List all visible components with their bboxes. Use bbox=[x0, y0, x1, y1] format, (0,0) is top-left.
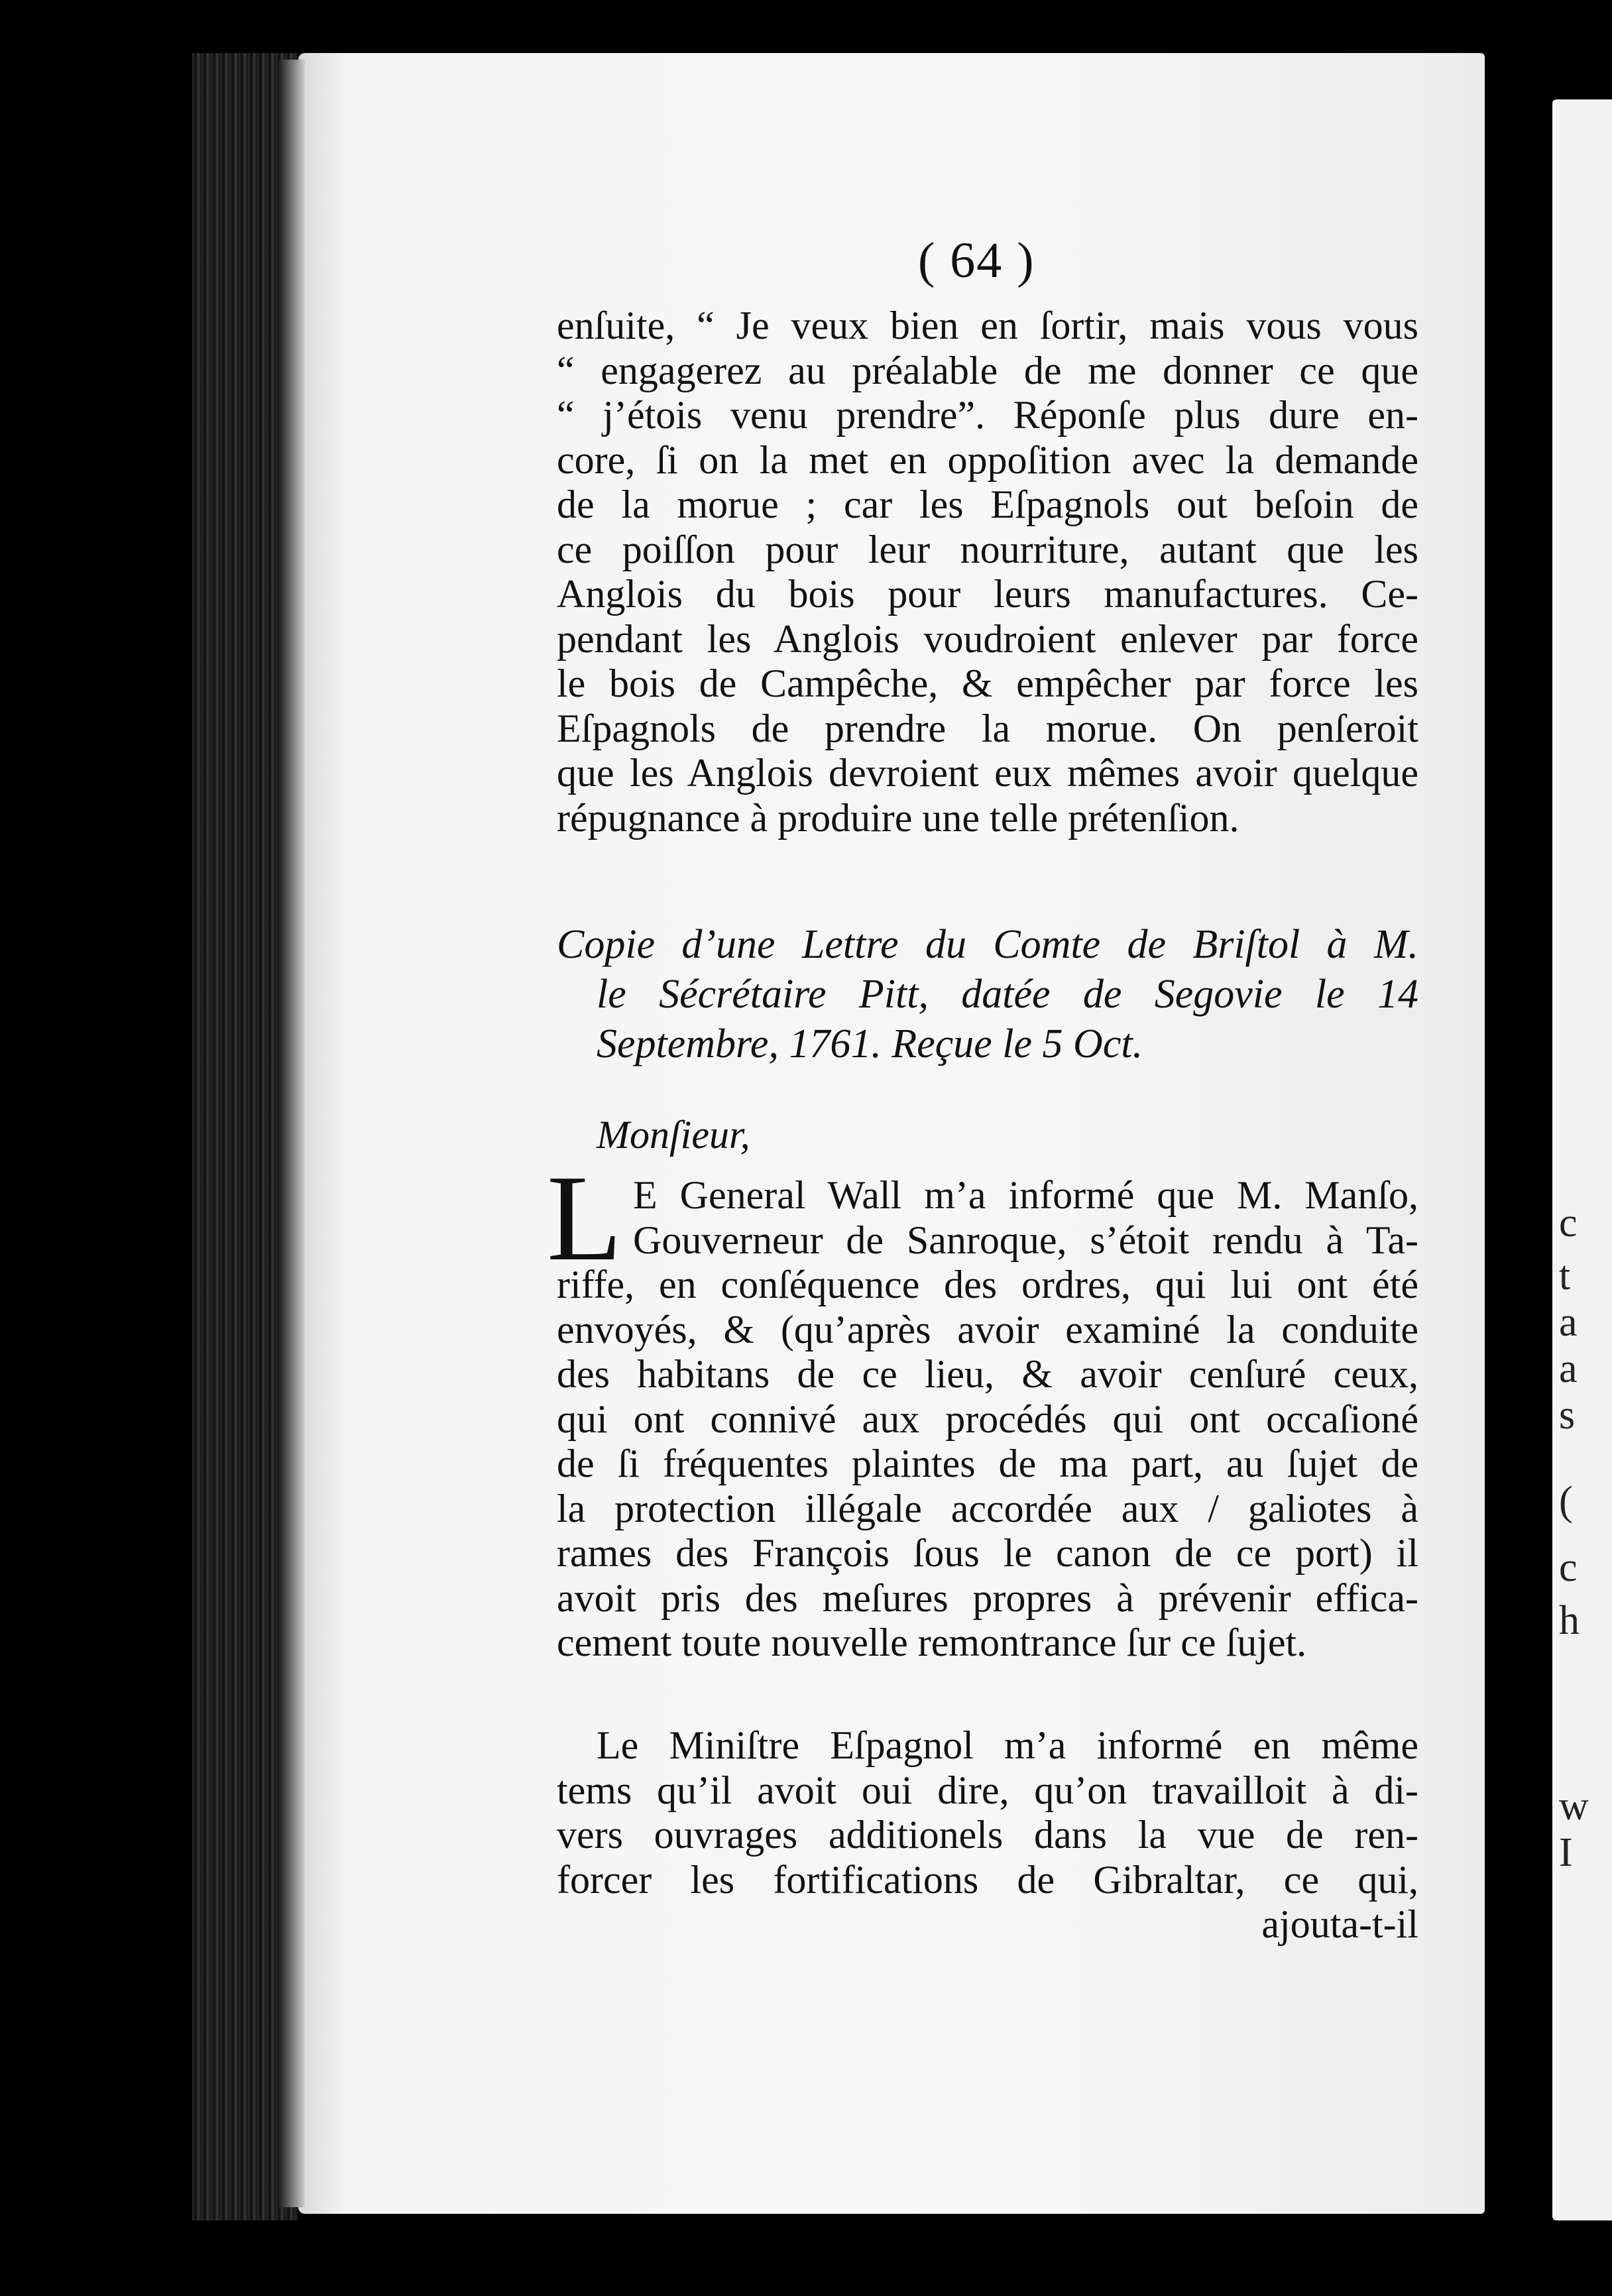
adjacent-page-fragment: c bbox=[1559, 1200, 1578, 1245]
adjacent-page-fragment: h bbox=[1559, 1598, 1580, 1643]
text-line: ce poiſſon pour leur nourriture, autant que les bbox=[557, 527, 1418, 571]
letter-paragraph-head bbox=[633, 1173, 1418, 1263]
text-line: des habitans de ce lieu, & avoir cenſuré ceux, bbox=[557, 1352, 1418, 1396]
text-line: qui ont connivé aux procédés qui ont occaſioné bbox=[557, 1397, 1418, 1441]
page-number: ( 64 ) bbox=[918, 233, 1035, 288]
text-line: rames des François ſous le canon de ce port) il bbox=[557, 1531, 1418, 1575]
adjacent-page-fragment: w bbox=[1559, 1784, 1589, 1829]
letter-title bbox=[557, 920, 1418, 1069]
title-line: Septembre, 1761. Reçue le 5 Oct. bbox=[597, 1021, 1143, 1066]
adjacent-page-fragment: ( bbox=[1559, 1479, 1573, 1524]
catchword: ajouta-t-il bbox=[1261, 1902, 1418, 1946]
text-line: Gouverneur de Sanroque, s’étoit rendu à Ta- bbox=[633, 1218, 1418, 1262]
letter-paragraph bbox=[557, 1263, 1418, 1666]
adjacent-page-fragment: a bbox=[1559, 1300, 1578, 1345]
text-line: riffe, en conſéquence des ordres, qui lui ont été bbox=[557, 1263, 1418, 1306]
text-line: cement toute nouvelle remontrance ſur ce ſujet. bbox=[557, 1621, 1307, 1664]
text-line: Eſpagnols de prendre la morue. On penſeroit bbox=[557, 706, 1418, 750]
adjacent-page-fragment: t bbox=[1559, 1253, 1571, 1298]
text-line: “ engagerez au préalable de me donner ce que bbox=[557, 348, 1418, 392]
text-line: pendant les Anglois voudroient enlever par force bbox=[557, 616, 1418, 661]
text-line: core, ſi on la met en oppoſition avec la demande bbox=[557, 437, 1418, 482]
text-line: répugnance à produire une telle prétenſion. bbox=[557, 795, 1239, 840]
text-line: Le Miniſtre Eſpagnol m’a informé en même bbox=[597, 1723, 1418, 1767]
text-line: avoit pris des meſures propres à prévenir effica- bbox=[557, 1576, 1418, 1620]
text-line: la protection illégale accordée aux / galiotes à bbox=[557, 1486, 1418, 1530]
paragraph-continuation bbox=[557, 304, 1418, 840]
text-line: tems qu’il avoit oui dire, qu’on travailloit à di- bbox=[557, 1768, 1418, 1812]
gutter-shadow bbox=[278, 60, 305, 2207]
text-line: de la morue ; car les Eſpagnols out beſoin de bbox=[557, 483, 1418, 526]
title-line: Copie d’une Lettre du Comte de Briſtol à M. bbox=[557, 922, 1418, 967]
text-line: “ j’étois venu prendre”. Réponſe plus dure en- bbox=[557, 393, 1418, 437]
adjacent-page-edge bbox=[1552, 99, 1612, 2220]
text-line: le bois de Campêche, & empêcher par force les bbox=[557, 661, 1418, 705]
salutation: Monſieur, bbox=[597, 1113, 750, 1157]
adjacent-page-fragment: I bbox=[1559, 1830, 1573, 1875]
text-line: envoyés, & (qu’après avoir examiné la conduite bbox=[557, 1307, 1418, 1351]
text-line: E General Wall m’a informé que M. Manſo, bbox=[633, 1173, 1418, 1217]
drop-cap: L bbox=[547, 1150, 622, 1287]
letter-paragraph bbox=[557, 1723, 1418, 1947]
adjacent-page-fragment: s bbox=[1559, 1393, 1576, 1438]
text-line: forcer les fortifications de Gibraltar, ce qui, bbox=[557, 1857, 1418, 1902]
adjacent-page-fragment: c bbox=[1559, 1545, 1578, 1590]
text-line: vers ouvrages additionels dans la vue de ren- bbox=[557, 1813, 1418, 1857]
title-line: le Sécrétaire Pitt, datée de Segovie le 14 bbox=[597, 972, 1418, 1017]
text-line: que les Anglois devroient eux mêmes avoir quelque bbox=[557, 751, 1418, 795]
text-line: Anglois du bois pour leurs manufactures. Ce- bbox=[557, 572, 1418, 616]
text-line: de ſi fréquentes plaintes de ma part, au ſujet de bbox=[557, 1442, 1418, 1485]
adjacent-page-fragment: a bbox=[1559, 1346, 1578, 1391]
text-line: enſuite, “ Je veux bien en ſortir, mais vous vous bbox=[557, 304, 1418, 347]
